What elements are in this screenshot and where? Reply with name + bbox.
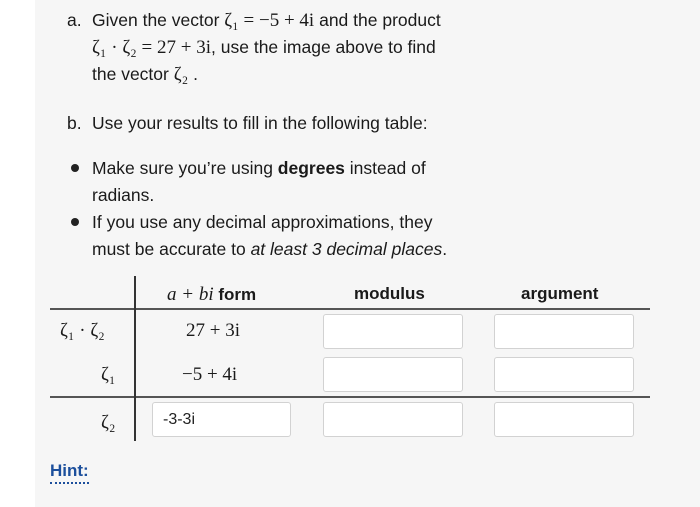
row-3-modulus-input[interactable] (323, 402, 463, 437)
row-2-label: ζ₁ (101, 364, 116, 385)
header-form-text: form (218, 285, 257, 304)
row-3-argument-input[interactable] (494, 402, 634, 437)
part-a-line3-suffix: . (193, 64, 198, 84)
row-2-form: −5 + 4i (182, 364, 238, 385)
bullet-1-prefix: Make sure you’re using (92, 158, 273, 178)
header-form-math: a + bi (167, 284, 214, 305)
label-column-divider (134, 276, 136, 441)
bullet-1-bold: degrees (277, 158, 345, 178)
bullet-2-suffix: . (442, 239, 448, 259)
bullet-dot-1 (71, 164, 79, 172)
product-equation: ζ₁ · ζ₂ = 27 + 3i (92, 37, 212, 58)
part-a-line-1 (92, 7, 441, 34)
part-b-text: Use your results to fill in the following table: (92, 113, 428, 133)
part-a-label: a. (67, 10, 82, 30)
row-1-modulus-input[interactable] (323, 314, 463, 349)
part-a-line-3 (92, 61, 198, 88)
part-a-line2-suffix: , use the image above to find (211, 37, 436, 57)
bullet-2-line-2 (92, 236, 447, 263)
bullet-2-prefix: must be accurate to (92, 239, 246, 259)
header-modulus: modulus (354, 284, 425, 303)
zeta2-symbol: ζ₂ (173, 64, 189, 85)
header-divider (50, 308, 650, 310)
part-a-line3-prefix: the vector (92, 64, 169, 84)
bullet-2-line-1: If you use any decimal approximations, they (92, 212, 433, 232)
header-form (167, 284, 256, 306)
row-1-argument-input[interactable] (494, 314, 634, 349)
part-a-line1-suffix: and the product (319, 10, 441, 30)
part-a-line-2 (92, 34, 436, 61)
bullet-dot-2 (71, 218, 79, 226)
row-3-label: ζ₂ (101, 412, 116, 433)
row-1-form: 27 + 3i (186, 320, 240, 341)
bullet-2-italic: at least 3 decimal places (250, 239, 443, 259)
zeta1-equation: ζ₁ = −5 + 4i (224, 10, 315, 31)
part-b-label: b. (67, 113, 82, 133)
row-2-modulus-input[interactable] (323, 357, 463, 392)
row-divider (50, 396, 650, 398)
bullet-1-suffix: instead of (349, 158, 426, 178)
hint-link[interactable]: Hint: (50, 460, 89, 484)
part-a-line1-prefix: Given the vector (92, 10, 220, 30)
bullet-1-line-1 (92, 155, 426, 182)
header-argument: argument (521, 284, 599, 303)
bullet-1-line-2: radians. (92, 185, 155, 205)
row-3-form-input[interactable] (152, 402, 291, 437)
row-1-label: ζ₁ · ζ₂ (60, 320, 105, 341)
row-2-argument-input[interactable] (494, 357, 634, 392)
